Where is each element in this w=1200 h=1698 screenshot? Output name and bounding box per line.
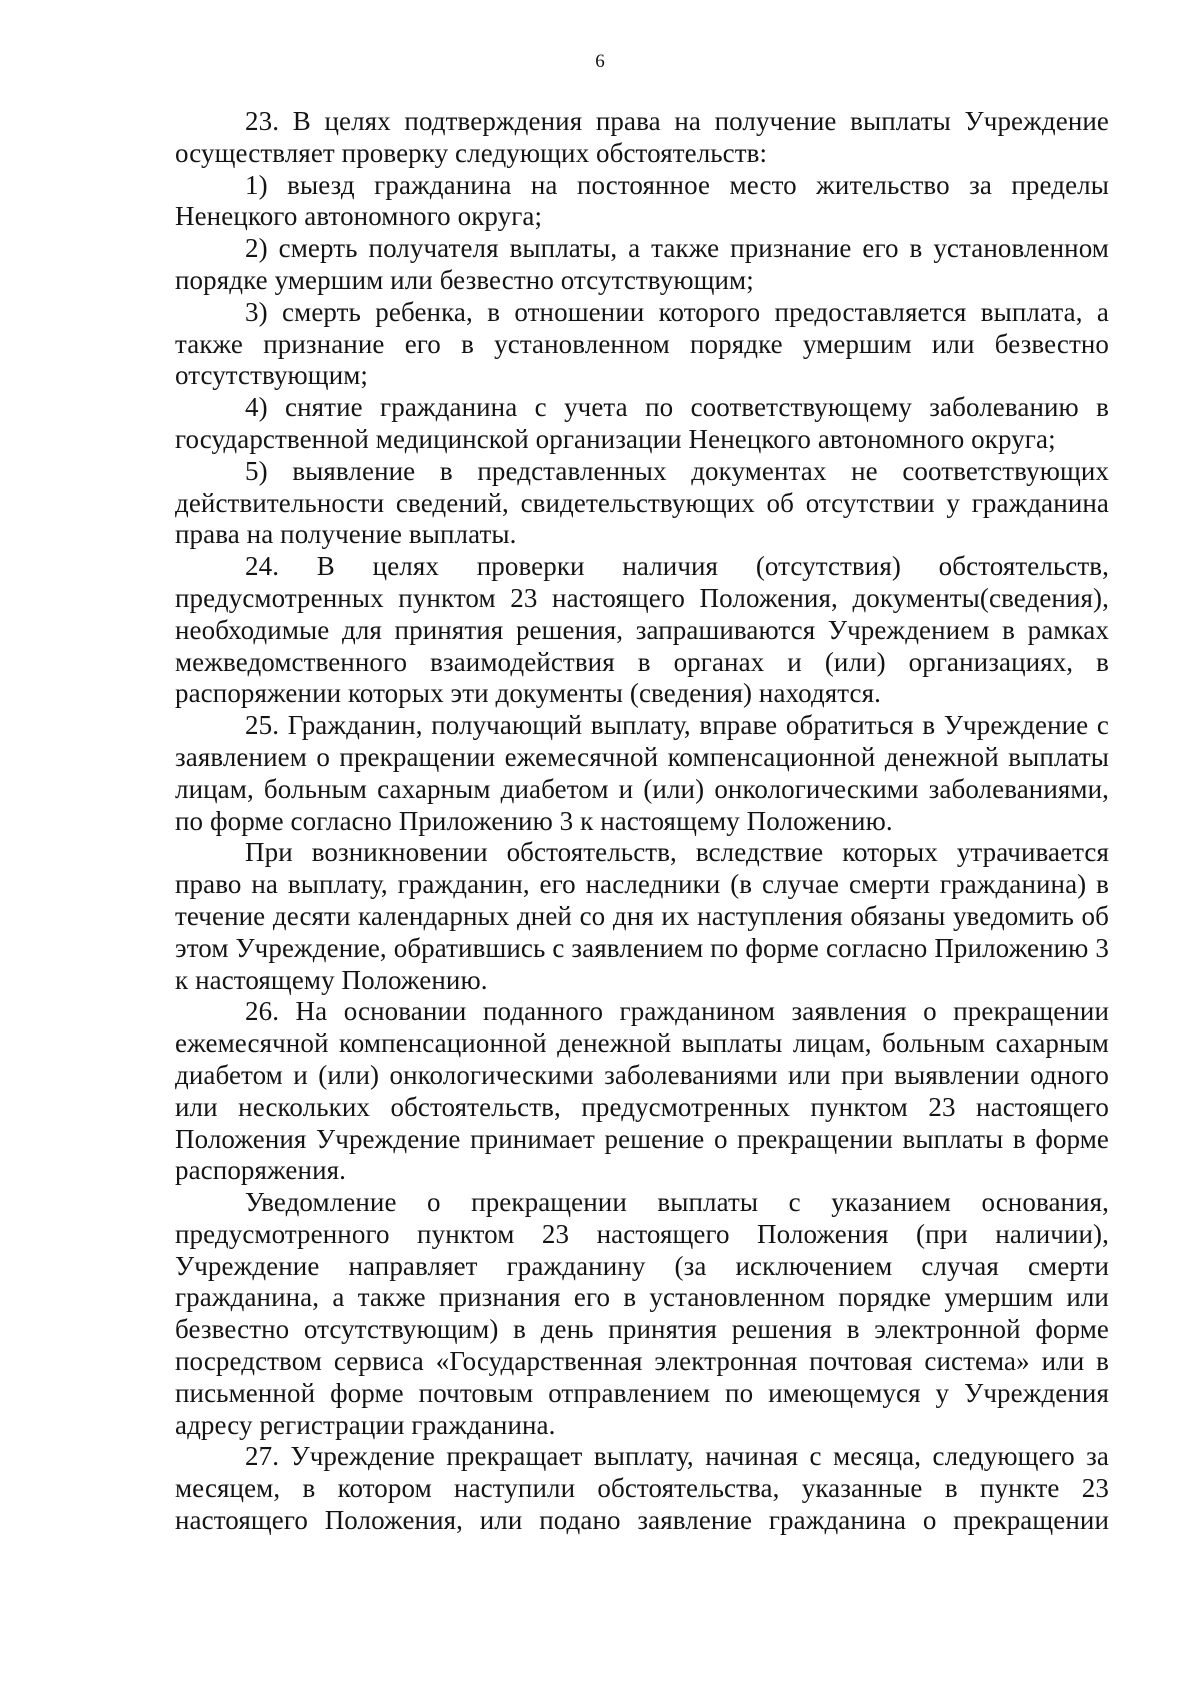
- paragraph-26: 26. На основании поданного гражданином заявления о прекращении ежемесячной компенсационной денежной выплаты лицам, больным сахарным диабетом и (или) онкологическими заболеваниями или при выявлении одного или нескольких обстоятельств, предусмотренных пунктом 23 настоящего Положения Учреждение принимает решение о прекращении выплаты в форме распоряжения.: [175, 996, 1109, 1186]
- paragraph-23-item-2: 2) смерть получателя выплаты, а также признание его в установленном порядке умершим или безвестно отсутствующим;: [175, 233, 1109, 295]
- document-body: [175, 106, 1109, 1537]
- paragraph-24: 24. В целях проверки наличия (отсутствия) обстоятельств, предусмотренных пунктом 23 настоящего Положения, документы(сведения), необходимые для принятия решения, запрашиваются Учреждением в рамках межведомственного взаимодействия в органах и (или) организациях, в распоряжении которых эти документы (сведения) находятся.: [175, 551, 1109, 709]
- paragraph-26-notification: Уведомление о прекращении выплаты с указанием основания, предусмотренного пунктом 23 настоящего Положения (при наличии), Учреждение направляет гражданину (за исключением случая смерти гражданина, а также признания его в установленном порядке умершим или безвестно отсутствующим) в день принятия решения в электронной форме посредством сервиса «Государственная электронная почтовая система» или в письменной форме почтовым отправлением по имеющемуся у Учреждения адресу регистрации гражданина.: [175, 1187, 1109, 1440]
- paragraph-23-item-5: 5) выявление в представленных документах не соответствующих действительности сведений, свидетельствующих об отсутствии у гражданина права на получение выплаты.: [175, 455, 1109, 550]
- paragraph-23: 23. В целях подтверждения права на получение выплаты Учреждение осуществляет проверку следующих обстоятельств:: [175, 106, 1109, 168]
- paragraph-23-item-3: 3) смерть ребенка, в отношении которого предоставляется выплата, а также признание его в установленном порядке умершим или безвестно отсутствующим;: [175, 296, 1109, 391]
- paragraph-23-item-1: 1) выезд гражданина на постоянное место жительство за пределы Ненецкого автономного округа;: [175, 169, 1109, 232]
- paragraph-25: 25. Гражданин, получающий выплату, вправе обратиться в Учреждение с заявлением о прекращении ежемесячной компенсационной денежной выплаты лицам, больным сахарным диабетом и (или) онкологическими заболеваниями, по форме согласно Приложению 3 к настоящему Положению.: [175, 710, 1109, 836]
- paragraph-27: 27. Учреждение прекращает выплату, начиная с месяца, следующего за месяцем, в котором наступили обстоятельства, указанные в пункте 23 настоящего Положения, или подано заявление гражданина о прекращении: [175, 1441, 1109, 1536]
- paragraph-25-continued: При возникновении обстоятельств, вследствие которых утрачивается право на выплату, гражданин, его наследники (в случае смерти гражданина) в течение десяти календарных дней со дня их наступления обязаны уведомить об этом Учреждение, обратившись с заявлением по форме согласно Приложению 3 к настоящему Положению.: [175, 837, 1109, 995]
- page-number: 6: [595, 51, 605, 72]
- paragraph-23-item-4: 4) снятие гражданина с учета по соответствующему заболеванию в государственной медицинской организации Ненецкого автономного округа;: [175, 392, 1109, 454]
